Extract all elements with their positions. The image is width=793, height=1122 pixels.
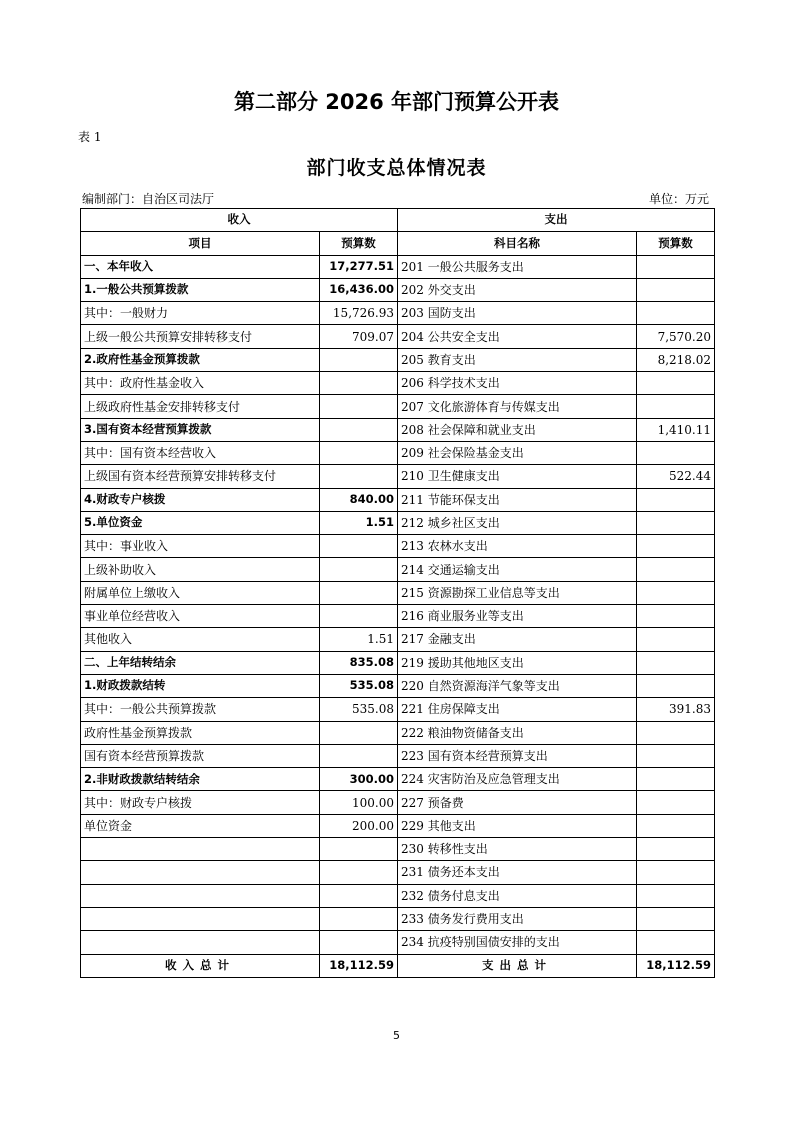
income-item: 1.一般公共预算拨款: [81, 278, 320, 301]
expense-item: 222 粮油物资储备支出: [398, 721, 637, 744]
table-body: [81, 255, 715, 954]
income-total-label: 收入总计: [81, 954, 320, 977]
totals-row: [81, 954, 715, 977]
income-item: [81, 861, 320, 884]
table-row: [81, 884, 715, 907]
table-row: [81, 395, 715, 418]
table-row: [81, 302, 715, 325]
expense-item: 203 国防支出: [398, 302, 637, 325]
expense-value: 8,218.02: [637, 348, 715, 371]
income-item: 单位资金: [81, 814, 320, 837]
expense-value: [637, 372, 715, 395]
income-value: 835.08: [320, 651, 398, 674]
expense-item: 216 商业服务业等支出: [398, 605, 637, 628]
budget-header: 预算数: [637, 232, 715, 255]
income-item: 2.政府性基金预算拨款: [81, 348, 320, 371]
expense-item: 219 援助其他地区支出: [398, 651, 637, 674]
expense-value: [637, 907, 715, 930]
income-item: 其中：政府性基金收入: [81, 372, 320, 395]
page-number: 5: [393, 1029, 400, 1042]
table-row: [81, 325, 715, 348]
subject-header: 科目名称: [398, 232, 637, 255]
income-item: 一、本年收入: [81, 255, 320, 278]
income-value: [320, 395, 398, 418]
income-value: [320, 861, 398, 884]
table-row: [81, 372, 715, 395]
expense-item: 207 文化旅游体育与传媒支出: [398, 395, 637, 418]
expense-item: 210 卫生健康支出: [398, 465, 637, 488]
table-row: [81, 744, 715, 767]
expense-item: 204 公共安全支出: [398, 325, 637, 348]
income-value: 300.00: [320, 768, 398, 791]
table-row: [81, 674, 715, 697]
expense-value: [637, 791, 715, 814]
expense-value: [637, 581, 715, 604]
income-item: 事业单位经营收入: [81, 605, 320, 628]
expense-item: 230 转移性支出: [398, 838, 637, 861]
expense-value: [637, 605, 715, 628]
income-item: 4.财政专户核拨: [81, 488, 320, 511]
income-value: 535.08: [320, 698, 398, 721]
income-item: [81, 884, 320, 907]
expense-value: [637, 628, 715, 651]
income-value: 17,277.51: [320, 255, 398, 278]
income-value: [320, 605, 398, 628]
income-item: 国有资本经营预算拨款: [81, 744, 320, 767]
expense-value: [637, 814, 715, 837]
expense-item: 221 住房保障支出: [398, 698, 637, 721]
income-value: 709.07: [320, 325, 398, 348]
table-row: [81, 768, 715, 791]
income-item: 其中：一般财力: [81, 302, 320, 325]
income-value: [320, 931, 398, 954]
income-item: 上级补助收入: [81, 558, 320, 581]
expense-value: [637, 441, 715, 464]
income-value: [320, 558, 398, 581]
income-value: [320, 721, 398, 744]
income-item: 其他收入: [81, 628, 320, 651]
income-item: 上级一般公共预算安排转移支付: [81, 325, 320, 348]
table-row: [81, 628, 715, 651]
expense-item: 215 资源勘探工业信息等支出: [398, 581, 637, 604]
income-item: 其中：国有资本经营收入: [81, 441, 320, 464]
budget-table: [80, 208, 715, 978]
table-row: [81, 838, 715, 861]
expense-value: [637, 838, 715, 861]
expense-item: 229 其他支出: [398, 814, 637, 837]
expense-header: 支出: [398, 209, 715, 232]
income-item: [81, 907, 320, 930]
income-item: [81, 838, 320, 861]
table-row: [81, 418, 715, 441]
income-item: 5.单位资金: [81, 511, 320, 534]
table-row: [81, 861, 715, 884]
expense-value: [637, 395, 715, 418]
table-row: [81, 814, 715, 837]
income-value: [320, 535, 398, 558]
income-item: 其中：事业收入: [81, 535, 320, 558]
income-value: [320, 907, 398, 930]
income-item: 2.非财政拨款结转结余: [81, 768, 320, 791]
income-value: [320, 838, 398, 861]
income-item: 其中：一般公共预算拨款: [81, 698, 320, 721]
income-value: 840.00: [320, 488, 398, 511]
table-title: 部门收支总体情况表: [306, 157, 487, 179]
expense-item: 220 自然资源海洋气象等支出: [398, 674, 637, 697]
income-value: [320, 581, 398, 604]
expense-value: [637, 535, 715, 558]
item-header: 项目: [81, 232, 320, 255]
income-item: 3.国有资本经营预算拨款: [81, 418, 320, 441]
table-row: [81, 511, 715, 534]
income-value: [320, 441, 398, 464]
expense-item: 231 债务还本支出: [398, 861, 637, 884]
table-row: [81, 558, 715, 581]
expense-value: [637, 302, 715, 325]
expense-value: [637, 674, 715, 697]
table-row: [81, 931, 715, 954]
expense-value: [637, 931, 715, 954]
table-row: [81, 721, 715, 744]
table-row: [81, 465, 715, 488]
expense-item: 233 债务发行费用支出: [398, 907, 637, 930]
income-item: 上级国有资本经营预算安排转移支付: [81, 465, 320, 488]
income-value: 15,726.93: [320, 302, 398, 325]
expense-value: [637, 744, 715, 767]
income-item: 附属单位上缴收入: [81, 581, 320, 604]
income-item: 其中：财政专户核拨: [81, 791, 320, 814]
table-row: [81, 651, 715, 674]
expense-value: [637, 768, 715, 791]
expense-item: 206 科学技术支出: [398, 372, 637, 395]
expense-value: [637, 255, 715, 278]
table-row: [81, 698, 715, 721]
expense-value: [637, 651, 715, 674]
table-row: [81, 535, 715, 558]
table-row: [81, 907, 715, 930]
income-value: [320, 465, 398, 488]
income-value: 535.08: [320, 674, 398, 697]
expense-item: 217 金融支出: [398, 628, 637, 651]
expense-item: 201 一般公共服务支出: [398, 255, 637, 278]
income-item: 政府性基金预算拨款: [81, 721, 320, 744]
income-item: 上级政府性基金安排转移支付: [81, 395, 320, 418]
income-value: 16,436.00: [320, 278, 398, 301]
unit-label: 单位：万元: [648, 192, 709, 206]
income-value: [320, 884, 398, 907]
expense-value: 522.44: [637, 465, 715, 488]
expense-item: 205 教育支出: [398, 348, 637, 371]
income-item: 1.财政拨款结转: [81, 674, 320, 697]
income-value: 1.51: [320, 628, 398, 651]
expense-value: 1,410.11: [637, 418, 715, 441]
compiling-department: 编制部门：自治区司法厅: [82, 192, 215, 206]
income-value: 200.00: [320, 814, 398, 837]
expense-value: [637, 558, 715, 581]
expense-total-value: 18,112.59: [637, 954, 715, 977]
table-row: [81, 488, 715, 511]
expense-item: 234 抗疫特别国债安排的支出: [398, 931, 637, 954]
expense-item: 208 社会保障和就业支出: [398, 418, 637, 441]
table-row: [81, 441, 715, 464]
expense-item: 202 外交支出: [398, 278, 637, 301]
expense-item: 213 农林水支出: [398, 535, 637, 558]
expense-item: 232 债务付息支出: [398, 884, 637, 907]
expense-value: [637, 488, 715, 511]
expense-item: 227 预备费: [398, 791, 637, 814]
expense-value: [637, 511, 715, 534]
section-header-row: [81, 209, 715, 232]
income-item: 二、上年结转结余: [81, 651, 320, 674]
table-row: [81, 255, 715, 278]
table-row: [81, 348, 715, 371]
expense-value: 7,570.20: [637, 325, 715, 348]
column-header-row: [81, 232, 715, 255]
expense-item: 223 国有资本经营预算支出: [398, 744, 637, 767]
table-row: [81, 605, 715, 628]
income-value: [320, 744, 398, 767]
table-row: [81, 791, 715, 814]
expense-item: 214 交通运输支出: [398, 558, 637, 581]
expense-value: [637, 721, 715, 744]
income-value: [320, 372, 398, 395]
expense-value: [637, 884, 715, 907]
budget-header: 预算数: [320, 232, 398, 255]
income-value: [320, 418, 398, 441]
expense-total-label: 支出总计: [398, 954, 637, 977]
income-header: 收入: [81, 209, 398, 232]
page-title: 第二部分 2026 年部门预算公开表: [233, 90, 560, 114]
income-value: 100.00: [320, 791, 398, 814]
expense-item: 211 节能环保支出: [398, 488, 637, 511]
expense-item: 224 灾害防治及应急管理支出: [398, 768, 637, 791]
expense-item: 209 社会保险基金支出: [398, 441, 637, 464]
expense-value: [637, 861, 715, 884]
income-value: [320, 348, 398, 371]
table-row: [81, 581, 715, 604]
expense-value: 391.83: [637, 698, 715, 721]
table-row: [81, 278, 715, 301]
income-total-value: 18,112.59: [320, 954, 398, 977]
income-item: [81, 931, 320, 954]
expense-item: 212 城乡社区支出: [398, 511, 637, 534]
income-value: 1.51: [320, 511, 398, 534]
expense-value: [637, 278, 715, 301]
table-number: 表 1: [78, 130, 102, 144]
